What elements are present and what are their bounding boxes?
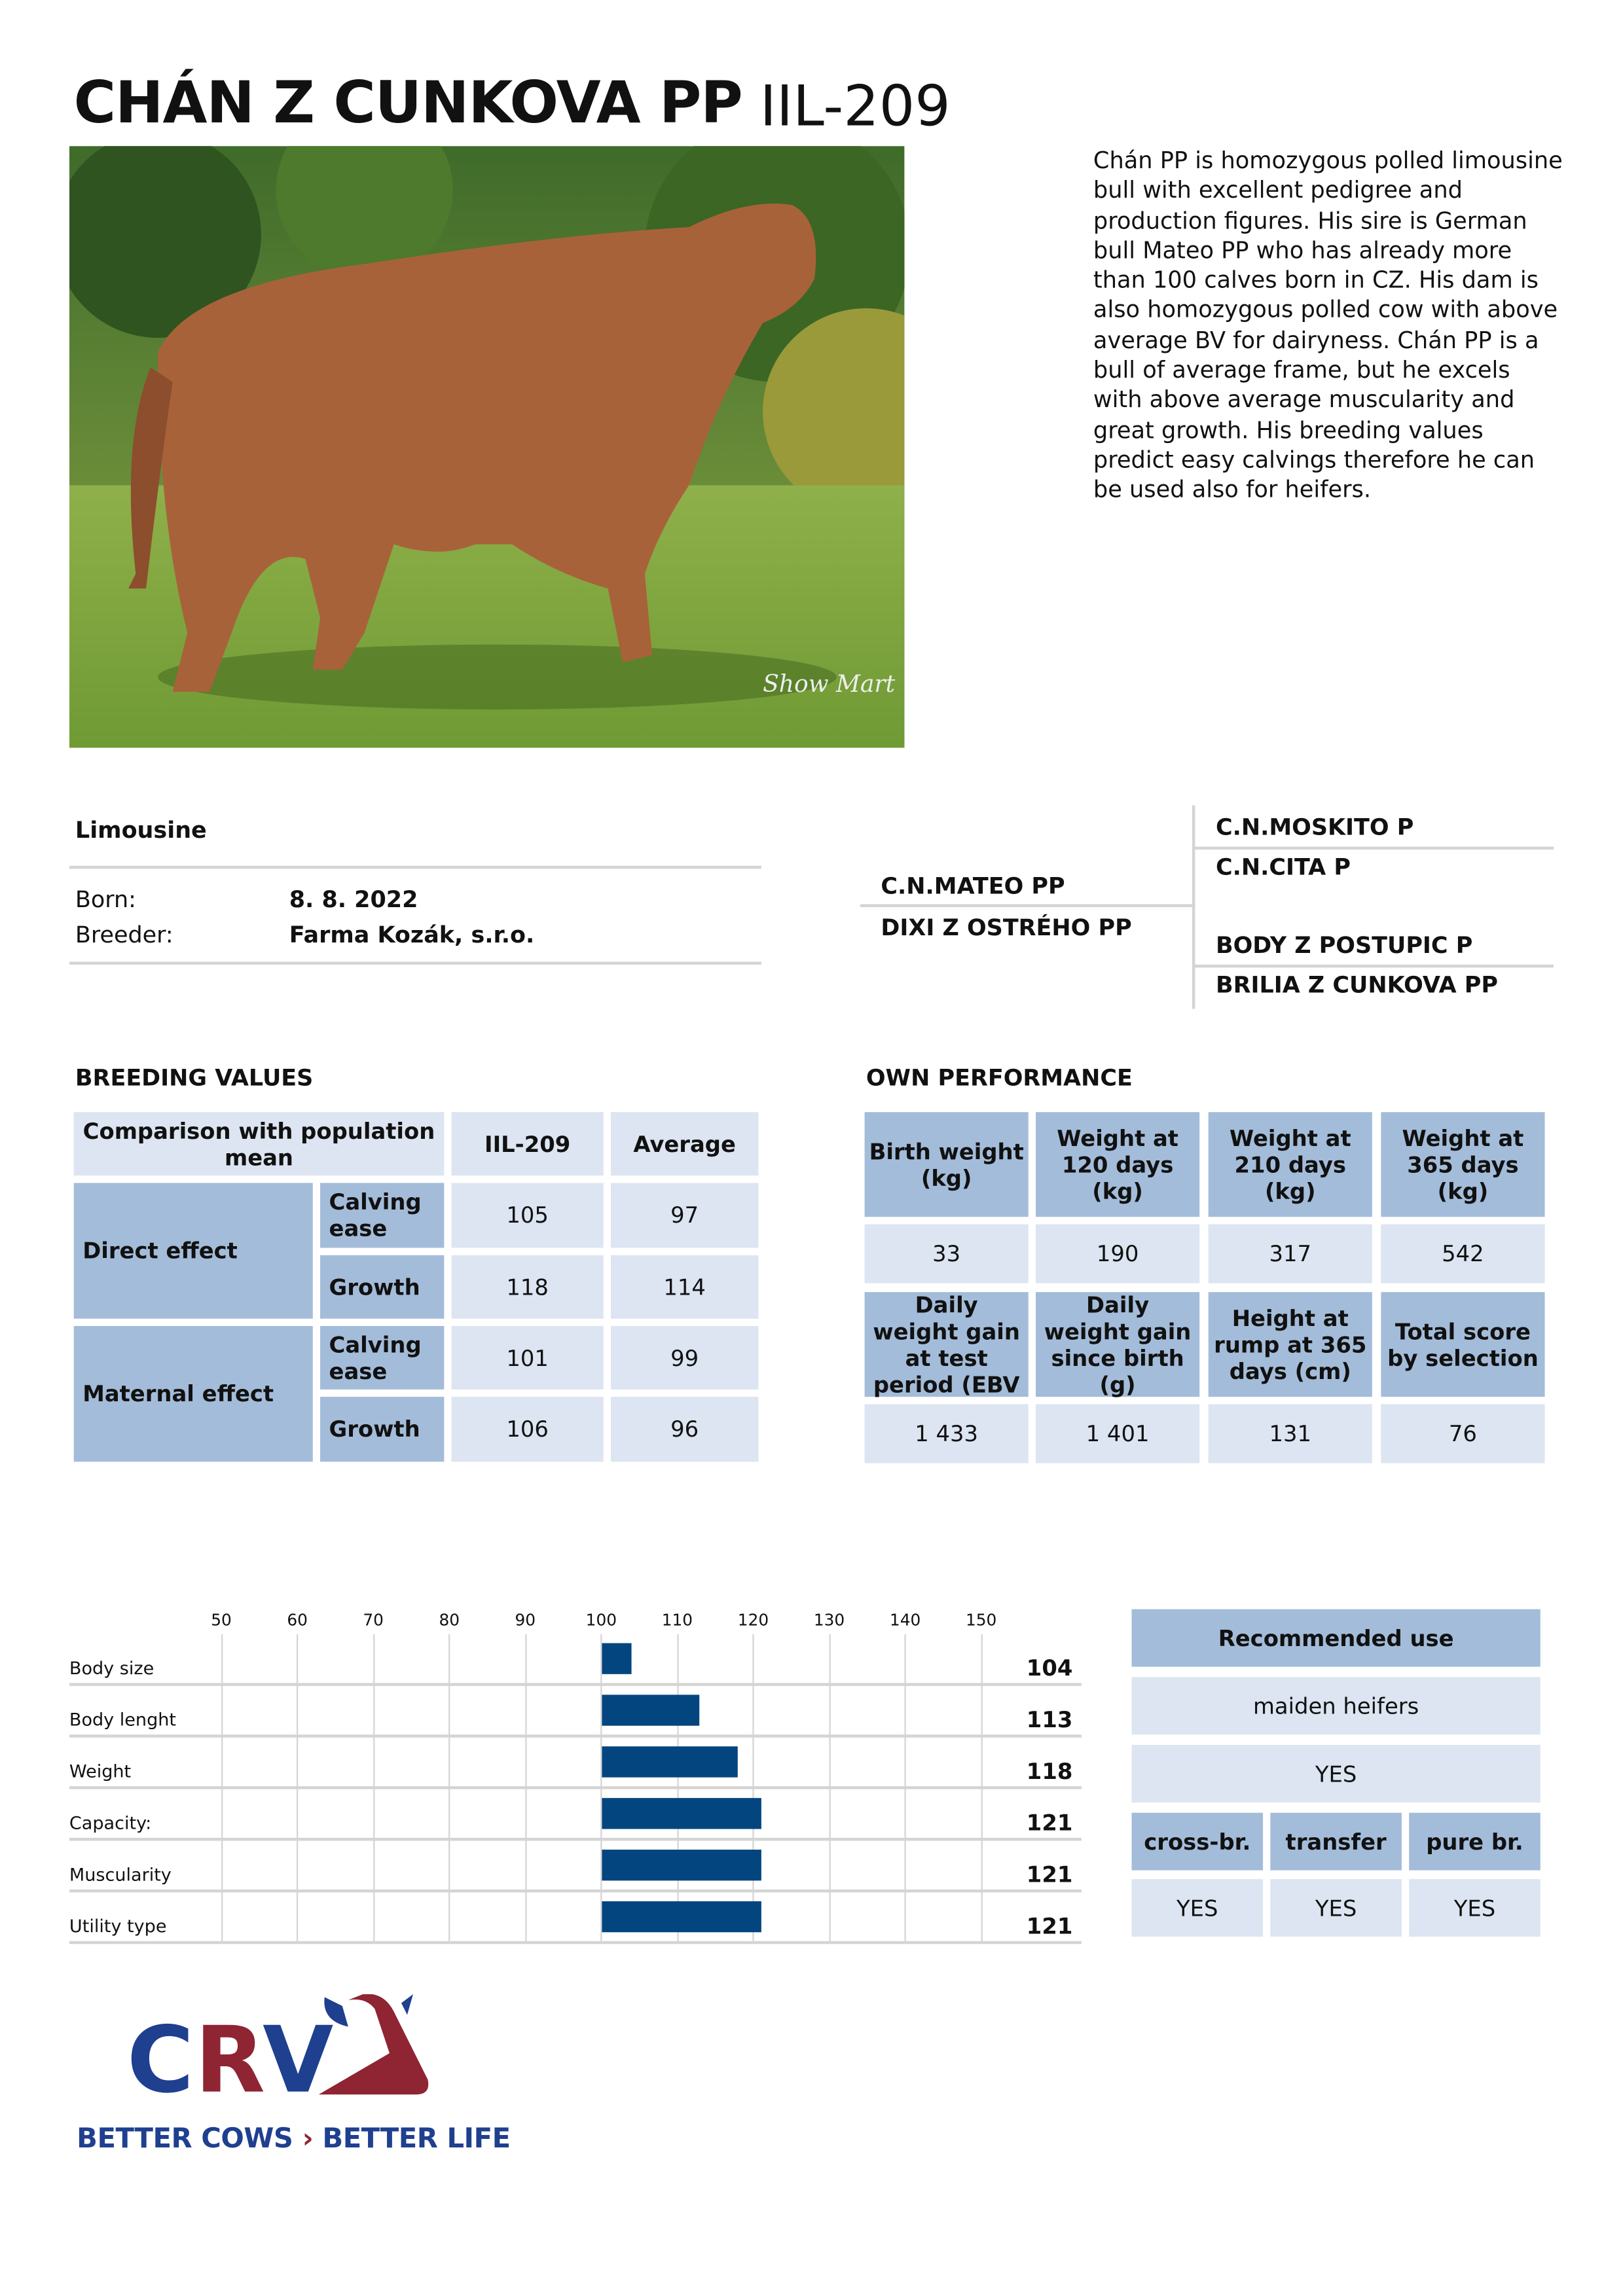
x-tick-label: 70: [363, 1610, 384, 1630]
divider: [69, 866, 761, 869]
x-tick-label: 50: [211, 1610, 232, 1630]
category-label: Capacity:: [69, 1812, 152, 1834]
op-value: 33: [865, 1224, 1029, 1283]
svg-text:V: V: [263, 2006, 334, 2101]
op-header: Weight at 365 days (kg): [1381, 1112, 1544, 1217]
pedigree-line: [1192, 906, 1195, 1009]
bv-avg-value: 96: [611, 1397, 758, 1462]
op-header: Birth weight (kg): [865, 1112, 1029, 1217]
divider: [69, 961, 761, 965]
bar: [601, 1695, 700, 1725]
row-divider: [69, 1890, 1082, 1893]
bv-head-comparison: Comparison with population mean: [74, 1112, 445, 1175]
tagline-a: BETTER COWS: [77, 2124, 293, 2155]
recommended-value: YES: [1132, 1879, 1264, 1937]
bv-head-bull: IIL-209: [452, 1112, 604, 1175]
bv-trait: Calving ease: [320, 1326, 444, 1390]
op-header: Height at rump at 365 days (cm): [1209, 1292, 1372, 1397]
bull-photo: [69, 146, 905, 747]
category-label: Muscularity: [69, 1864, 172, 1886]
x-tick-label: 120: [737, 1610, 769, 1630]
op-value: 1 433: [865, 1404, 1029, 1463]
recommended-maiden-value: YES: [1132, 1745, 1541, 1803]
bv-trait: Growth: [320, 1255, 444, 1319]
op-header: Weight at 120 days (kg): [1036, 1112, 1199, 1217]
logo-tagline: [77, 2124, 511, 2155]
recommended-maiden-heifers: maiden heifers: [1132, 1677, 1541, 1734]
pedigree-dam: DIXI Z OSTRÉHO PP: [881, 914, 1132, 941]
x-tick-label: 110: [661, 1610, 693, 1630]
x-tick-label: 100: [585, 1610, 617, 1630]
category-label: Body lenght: [69, 1709, 176, 1731]
value-label: 121: [1026, 1861, 1073, 1888]
breeder-value: Farma Kozák, s.r.o.: [289, 922, 535, 949]
svg-text:C: C: [126, 2006, 190, 2101]
bar: [601, 1850, 761, 1880]
recommended-pure-breeding: pure br.: [1409, 1813, 1541, 1871]
pedigree-sire: C.N.MATEO PP: [881, 873, 1065, 900]
recommended-cross-breeding: cross-br.: [1132, 1813, 1264, 1871]
bar: [601, 1746, 738, 1777]
row-divider: [69, 1734, 1082, 1738]
born-label: Born:: [75, 886, 136, 913]
bull-name: CHÁN Z CUNKOVA PP: [73, 71, 742, 137]
born-value: 8. 8. 2022: [289, 886, 418, 913]
value-label: 118: [1026, 1758, 1073, 1785]
bv-group-direct: Direct effect: [74, 1183, 313, 1318]
bv-bull-value: 105: [452, 1183, 604, 1247]
svg-text:R: R: [194, 2006, 266, 2101]
row-divider: [69, 1941, 1082, 1945]
bv-trait: Calving ease: [320, 1183, 444, 1247]
x-tick-label: 150: [965, 1610, 997, 1630]
value-label: 121: [1026, 1912, 1073, 1940]
op-header: Daily weight gain at test period (EBV: [865, 1292, 1029, 1397]
pedigree-line: [860, 904, 1195, 907]
op-value: 542: [1381, 1224, 1544, 1283]
pedigree-line: [1192, 805, 1195, 905]
op-value: 76: [1381, 1404, 1544, 1463]
bar: [601, 1798, 761, 1829]
op-value: 131: [1209, 1404, 1372, 1463]
bv-head-average: Average: [611, 1112, 758, 1175]
op-header: Daily weight gain since birth (g): [1036, 1292, 1199, 1397]
tagline-chevron-icon: ›: [302, 2124, 314, 2155]
photo-watermark: Show Mart: [763, 670, 896, 698]
pedigree-sire-dam: C.N.CITA P: [1215, 853, 1351, 881]
bv-bull-value: 106: [452, 1397, 604, 1462]
op-header: Weight at 210 days (kg): [1209, 1112, 1372, 1217]
row-divider: [69, 1838, 1082, 1841]
bull-description: Chán PP is homozygous polled limousine bull with excellent pedigree and production figures. His sire is German bull Mateo PP who has already more than 100 calves born in CZ. His dam is also homozygous polled cow with above average BV for dairyness. Chán PP is a bull of average frame, but he excels with above average muscularity and great growth. His breeding values predict easy calvings therefore he can be used also for heifers.: [1093, 147, 1563, 504]
own-performance-title: OWN PERFORMANCE: [866, 1065, 1133, 1092]
bv-bull-value: 101: [452, 1326, 604, 1390]
recommended-transfer: transfer: [1270, 1813, 1402, 1871]
pedigree-sire-sire: C.N.MOSKITO P: [1215, 814, 1414, 841]
category-label: Body size: [69, 1658, 155, 1679]
tagline-b: BETTER LIFE: [322, 2124, 511, 2155]
op-header: Total score by selection: [1381, 1292, 1544, 1397]
recommended-value: YES: [1270, 1879, 1402, 1937]
bv-group-maternal: Maternal effect: [74, 1326, 313, 1462]
bar: [601, 1901, 761, 1932]
x-tick-label: 130: [813, 1610, 845, 1630]
x-tick-label: 80: [439, 1610, 460, 1630]
pedigree-line: [1194, 847, 1554, 850]
bv-bull-value: 118: [452, 1255, 604, 1319]
category-label: Weight: [69, 1761, 132, 1782]
x-tick-label: 90: [515, 1610, 536, 1630]
x-tick-label: 140: [889, 1610, 921, 1630]
pedigree-dam-dam: BRILIA Z CUNKOVA PP: [1215, 972, 1499, 999]
recommended-title: Recommended use: [1132, 1609, 1541, 1667]
crv-logo: [127, 1994, 437, 2100]
bull-code: IIL-209: [759, 73, 951, 139]
bv-avg-value: 99: [611, 1326, 758, 1390]
bv-avg-value: 97: [611, 1183, 758, 1247]
breeder-label: Breeder:: [75, 922, 173, 949]
breeding-values-title: BREEDING VALUES: [75, 1065, 314, 1092]
op-value: 190: [1036, 1224, 1199, 1283]
pedigree-line: [1194, 965, 1554, 968]
op-value: 317: [1209, 1224, 1372, 1283]
value-label: 104: [1026, 1655, 1073, 1682]
bv-trait: Growth: [320, 1397, 444, 1462]
value-label: 113: [1026, 1706, 1073, 1733]
bv-avg-value: 114: [611, 1255, 758, 1319]
breed: Limousine: [75, 817, 207, 844]
x-tick-label: 60: [287, 1610, 308, 1630]
pedigree-dam-sire: BODY Z POSTUPIC P: [1215, 932, 1473, 959]
bar: [601, 1643, 631, 1674]
row-divider: [69, 1786, 1082, 1789]
recommended-value: YES: [1409, 1879, 1541, 1937]
row-divider: [69, 1683, 1082, 1686]
value-label: 121: [1026, 1810, 1073, 1837]
op-value: 1 401: [1036, 1404, 1199, 1463]
category-label: Utility type: [69, 1916, 167, 1937]
